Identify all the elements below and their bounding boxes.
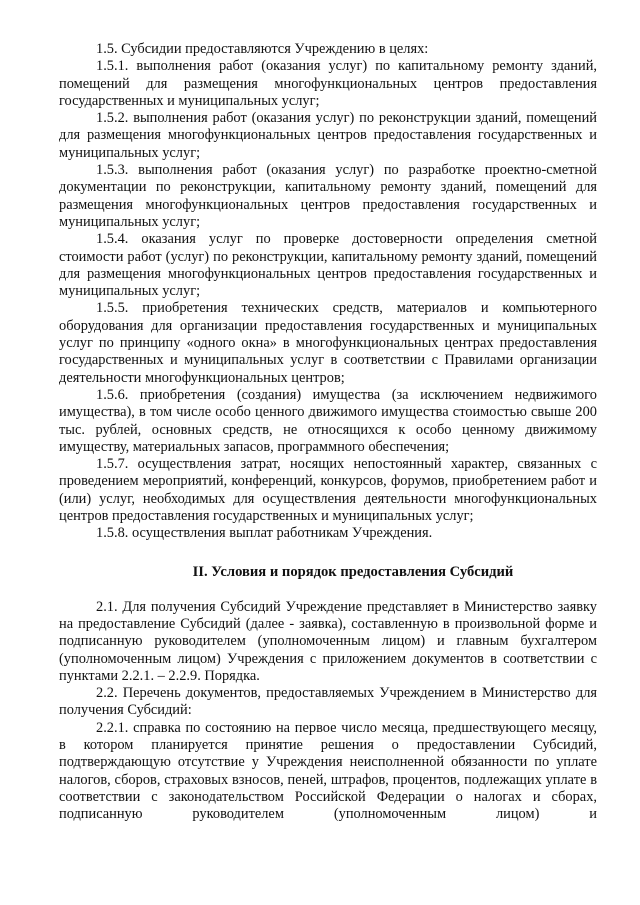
paragraph-1-5-5: 1.5.5. приобретения технических средств, материалов и компьютерного оборудования для организации предоставления государственных и муниципальных услуг по принципу «одного окна» в многофункциональных центрах предоставления государственных и муниципальных услуг в соответствии с Правилами организации деятельности многофункциональных центров; xyxy=(59,300,597,386)
paragraph-1-5-1: 1.5.1. выполнения работ (оказания услуг) по капитальному ремонту зданий, помещений для размещения многофункциональных центров предоставления государственных и муниципальных услуг; xyxy=(59,58,597,109)
section-2-heading: II. Условия и порядок предоставления Субсидий xyxy=(192,563,514,580)
paragraph-1-5-7: 1.5.7. осуществления затрат, носящих непостоянный характер, связанных с проведением мероприятий, конференций, конкурсов, форумов, приобретением работ и (или) услуг, необходимых для осуществления деятельности многофункциональных центров предоставления государственных и муниципальных услуг; xyxy=(59,456,597,525)
paragraph-2-1: 2.1. Для получения Субсидий Учреждение представляет в Министерство заявку на предоставление Субсидий (далее - заявка), составленную в произвольной форме и подписанную руководителем (уполномоченным лицом) и главным бухгалтером (уполномоченным лицом) Учреждения с приложением документов в соответствии с пунктами 2.2.1. – 2.2.9. Порядка. xyxy=(59,598,597,684)
paragraph-2-2-1: 2.2.1. справка по состоянию на первое число месяца, предшествующего месяцу, в котором планируется принятие решения о предоставлении Субсидий, подтверждающую отсутствие у Учреждения неисполненной обязанности по уплате налогов, сборов, страховых взносов, пеней, штрафов, процентов, подлежащих уплате в соответствии с законодательством Российской Федерации о налогах и сборах, подписанную руководителем (уполномоченным лицом) и xyxy=(59,719,597,823)
paragraph-1-5-8: 1.5.8. осуществления выплат работникам Учреждения. xyxy=(96,525,433,542)
paragraph-1-5-3: 1.5.3. выполнения работ (оказания услуг) по разработке проектно-сметной документации по реконструкции, капитальному ремонту зданий, помещений для размещения многофункциональных центров предоставления государственных и муниципальных услуг; xyxy=(59,162,597,230)
paragraph-1-5-4: 1.5.4. оказания услуг по проверке достоверности определения сметной стоимости работ (услуг) по реконструкции, капитальному ремонту зданий, помещений для размещения многофункциональных центров предоставления государственных и муниципальных услуг; xyxy=(59,231,597,300)
paragraph-2-2: 2.2. Перечень документов, предоставляемых Учреждением в Министерство для получения Субсидий: xyxy=(59,685,597,719)
paragraph-1-5: 1.5. Субсидии предоставляются Учреждению в целях: xyxy=(96,41,429,57)
paragraph-1-5-6: 1.5.6. приобретения (создания) имущества (за исключением недвижимого имущества), в том числе особо ценного движимого имущества стоимостью свыше 200 тыс. рублей, основных средств, не относящихся к особо ценному движимому имуществу, материальных запасов, программного обеспечения; xyxy=(59,386,597,455)
paragraph-1-5-2: 1.5.2. выполнения работ (оказания услуг) по реконструкции зданий, помещений для размещения многофункциональных центров предоставления государственных и муниципальных услуг; xyxy=(59,110,597,161)
